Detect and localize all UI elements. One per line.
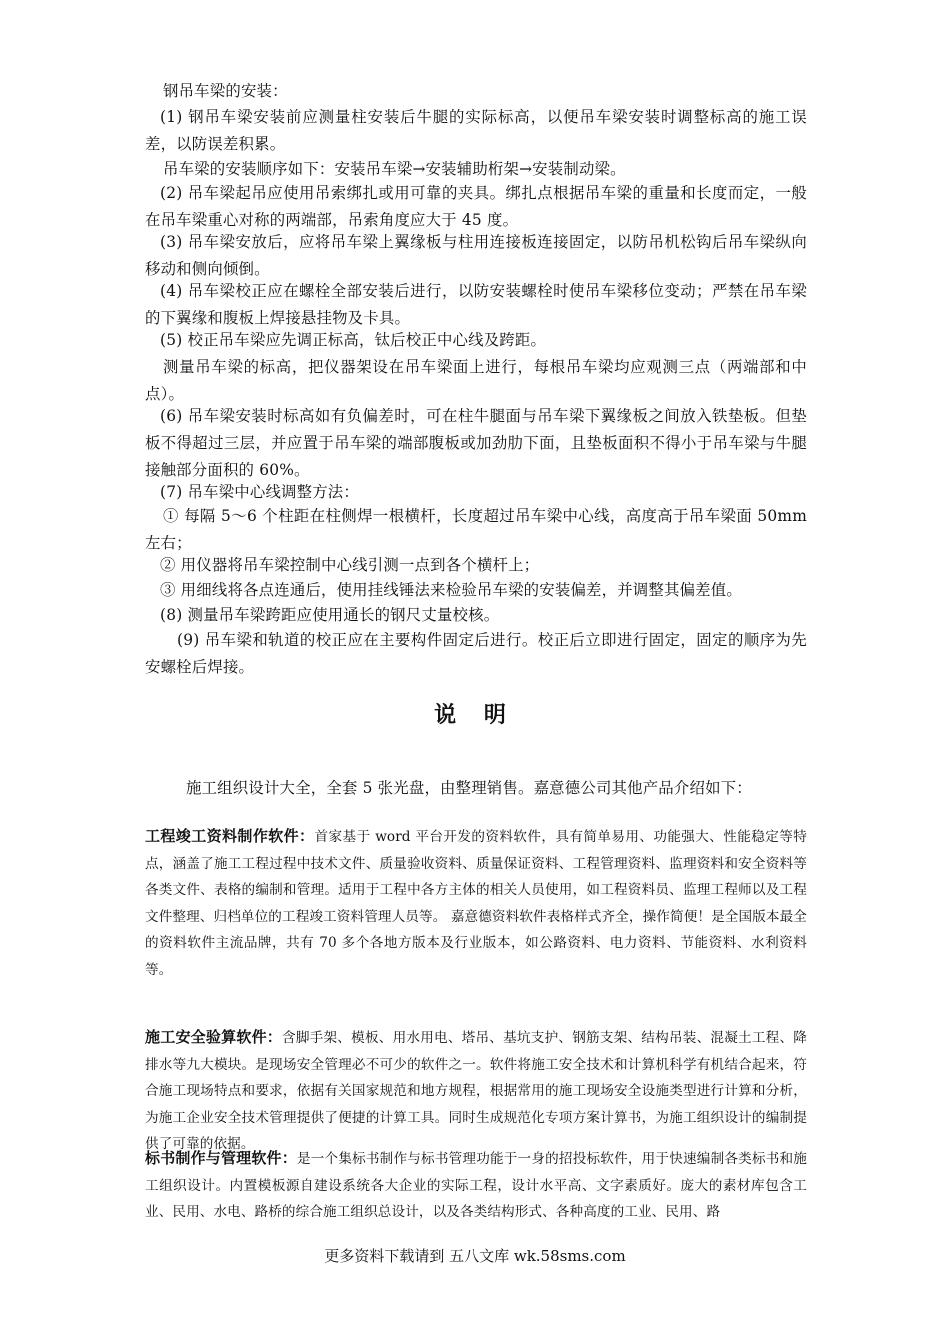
paragraph-item-6: (6) 吊车梁安装时标高如有负偏差时，可在柱牛腿面与吊车梁下翼缘板之间放入铁垫板。但垫板不得超过三层，并应置于吊车梁的端部腹板或加劲肋下面，且垫板面积不得小于吊车梁与牛腿接触部分面积的 60%。 xyxy=(145,407,807,479)
product-software-safety xyxy=(145,1024,807,1158)
paragraph-item-8: (8) 测量吊车梁跨距应使用通长的钢尺丈量校核。 xyxy=(160,606,500,624)
paragraph-item-7: (7) 吊车梁中心线调整方法： xyxy=(160,483,359,501)
section-heading: 钢吊车梁的安装： xyxy=(163,82,288,100)
product-name: 标书制作与管理软件： xyxy=(145,1149,297,1167)
paragraph-sub-1: ① 每隔 5～6 个柱距在柱侧焊一根横杆，长度超过吊车梁中心线，高度高于吊车梁面 50mm 左右； xyxy=(145,507,807,552)
paragraph-item-4: (4) 吊车梁校正应在螺栓全部安装后进行，以防安装螺栓时使吊车梁移位变动；严禁在吊车梁的下翼缘和腹板上焊接悬挂物及卡具。 xyxy=(145,282,807,327)
paragraph-item-1: (1) 钢吊车梁安装前应测量柱安装后牛腿的实际标高，以便吊车梁安装时调整标高的施工误差，以防误差积累。 xyxy=(145,108,807,153)
paragraph-measure: 测量吊车梁的标高，把仪器架设在吊车梁面上进行，每根吊车梁均应观测三点（两端部和中点）。 xyxy=(145,358,807,403)
product-name: 施工安全验算软件： xyxy=(145,1028,283,1046)
product-name: 工程竣工资料制作软件： xyxy=(145,827,315,845)
paragraph-sequence: 吊车梁的安装顺序如下：安装吊车梁→安装辅助桁架→安装制动梁。 xyxy=(163,160,626,178)
paragraph-item-2: (2) 吊车梁起吊应使用吊索绑扎或用可靠的夹具。绑扎点根据吊车梁的重量和长度而定，一般在吊车梁重心对称的两端部，吊索角度应大于 45 度。 xyxy=(145,184,807,229)
footer-link-text: 更多资料下载请到 五八文库 wk.58sms.com xyxy=(324,1247,626,1265)
paragraph-item-9: (9) 吊车梁和轨道的校正应在主要构件固定后进行。校正后立即进行固定，固定的顺序为先安螺栓后焊接。 xyxy=(145,631,807,676)
paragraph-item-3: (3) 吊车梁安放后，应将吊车梁上翼缘板与柱用连接板连接固定，以防吊机松钩后吊车梁纵向移动和侧向倾倒。 xyxy=(145,233,807,278)
product-description: 是一个集标书制作与标书管理功能于一身的招投标软件，用于快速编制各类标书和施工组织设计。内置模板源自建设系统各大企业的实际工程，设计水平高、文字素质好。庞大的素材库包含工业、民用、水电、路桥的综合施工组织总设计，以及各类结构形式、各种高度的工业、民用、路 xyxy=(145,1151,807,1220)
paragraph-sub-3: ③ 用细线将各点连通后，使用挂线锤法来检验吊车梁的安装偏差，并调整其偏差值。 xyxy=(160,581,742,599)
paragraph-item-5: (5) 校正吊车梁应先调正标高，钛后校正中心线及跨距。 xyxy=(160,331,547,349)
product-description: 含脚手架、模板、用水用电、塔吊、基坑支护、钢筋支架、结构吊装、混凝土工程、降排水等九大模块。是现场安全管理必不可少的软件之一。软件将施工安全技术和计算机科学有机结合起来，符合施工现场特点和要求，依据有关国家规范和地方规程，根据常用的施工现场安全设施类型进行计算和分析，为施工企业安全技术管理提供了便捷的计算工具。同时生成规范化专项方案计算书，为施工组织设计的编制提供了可靠的依据。 xyxy=(145,1030,808,1152)
product-software-records xyxy=(145,823,807,983)
product-software-bidding xyxy=(145,1145,807,1226)
section-title: 说 明 xyxy=(434,702,516,728)
product-description: 首家基于 word 平台开发的资料软件，具有简单易用、功能强大、性能稳定等特点，涵盖了施工工程过程中技术文件、质量验收资料、质量保证资料、工程管理资料、监理资料和安全资料等各类文件、表格的编制和管理。适用于工程中各方主体的相关人员使用，如工程资料员、监理工程师以及工程文件整理、归档单位的工程竣工资料管理人员等。 嘉意德资料软件表格样式齐全，操作简便！是全国版本最全的资料软件主流品牌，共有 70 多个各地方版本及行业版本，如公路资料、电力资料、节能资料、水利资料等。 xyxy=(145,829,807,978)
paragraph-sub-2: ② 用仪器将吊车梁控制中心线引测一点到各个横杆上； xyxy=(160,556,540,574)
intro-paragraph: 施工组织设计大全，全套 5 张光盘，由整理销售。嘉意德公司其他产品介绍如下： xyxy=(186,779,752,797)
